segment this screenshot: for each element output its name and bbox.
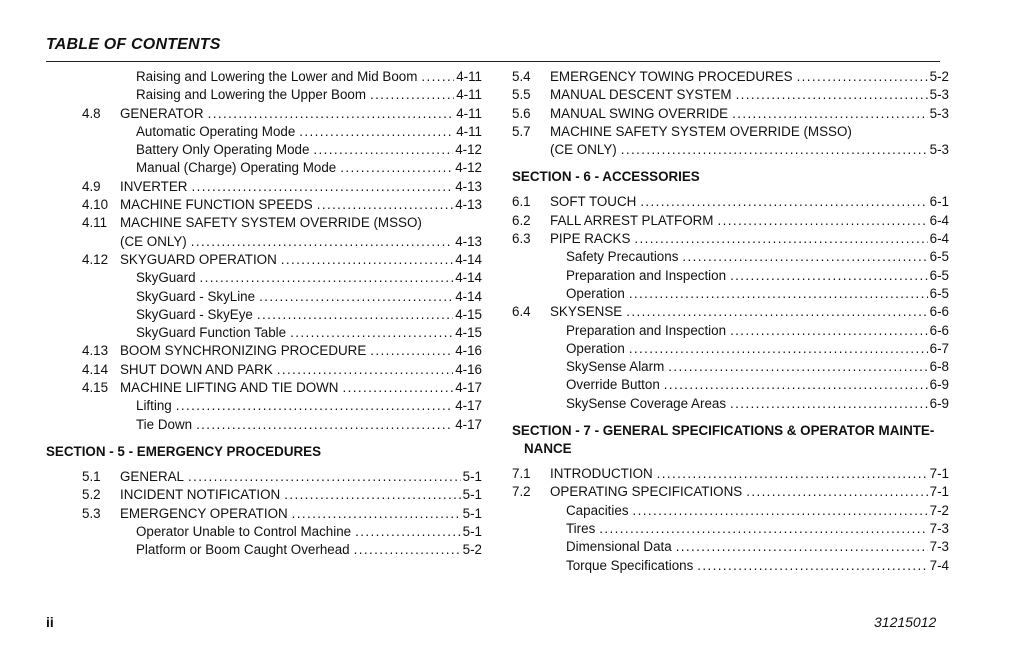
toc-entry-title: (CE ONLY) (120, 233, 187, 249)
toc-entry-title: Torque Specifications (566, 557, 694, 573)
toc-entry[interactable] (82, 468, 482, 486)
toc-entry[interactable] (82, 105, 482, 123)
toc-entry-title: MANUAL SWING OVERRIDE (550, 105, 729, 121)
toc-entry-title: Dimensional Data (566, 539, 672, 555)
toc-entry-page: 4-15 (455, 306, 482, 322)
dot-leader (626, 303, 927, 321)
toc-entry-number: 4.10 (82, 197, 109, 213)
toc-entry[interactable] (512, 230, 949, 248)
dot-leader (340, 159, 453, 177)
dot-leader (736, 86, 928, 104)
toc-entry-title: Raising and Lowering the Lower and Mid Boom (136, 69, 418, 84)
toc-entry-number: 6.3 (512, 231, 531, 247)
toc-entry-title: GENERATOR (120, 105, 204, 121)
dot-leader (634, 230, 927, 248)
toc-entry-title: Override Button (566, 377, 660, 393)
section-heading (46, 443, 482, 461)
dot-leader (196, 416, 453, 434)
dot-leader (208, 105, 455, 123)
dot-leader (730, 322, 928, 340)
toc-entry-page: 5-3 (929, 87, 949, 103)
toc-right-column (512, 68, 949, 575)
toc-entry[interactable] (512, 465, 949, 483)
toc-entry-number: 5.6 (512, 105, 531, 121)
section-heading-continuation: NANCE (524, 441, 572, 457)
toc-entry-title: FALL ARREST PLATFORM (550, 212, 714, 228)
dot-leader (599, 520, 927, 538)
dot-leader (657, 465, 928, 483)
toc-subentry[interactable] (512, 340, 949, 358)
section-heading (512, 168, 949, 186)
dot-leader (317, 196, 453, 214)
toc-entry-title: SkySense Alarm (566, 359, 665, 375)
toc-subentry[interactable] (512, 248, 949, 266)
toc-entry-title: SkyGuard Function Table (136, 325, 287, 341)
toc-subentry[interactable] (512, 538, 949, 556)
toc-entry-number: 4.9 (82, 178, 101, 194)
dot-leader (682, 248, 927, 266)
dot-leader (354, 541, 461, 559)
toc-entry-number: 5.4 (512, 69, 531, 84)
toc-entry-number: 5.2 (82, 487, 101, 503)
toc-entry-number: 6.1 (512, 194, 531, 210)
toc-entry-title: SkyGuard - SkyLine (136, 288, 256, 304)
section-heading (512, 422, 949, 458)
toc-entry-page: 5-2 (462, 542, 482, 558)
toc-entry-page: 7-1 (929, 484, 949, 500)
toc-entry[interactable] (82, 251, 482, 269)
toc-entry-page: 4-13 (455, 197, 482, 213)
toc-entry[interactable] (512, 86, 949, 104)
toc-entry-number: 5.1 (82, 468, 101, 484)
toc-entry-page: 7-3 (929, 539, 949, 555)
toc-entry-title: MACHINE LIFTING AND TIE DOWN (120, 380, 339, 396)
section-heading-line: SECTION - 5 - EMERGENCY PROCEDURES (46, 443, 322, 459)
dot-leader (299, 123, 454, 141)
toc-entry-page: 6-6 (929, 322, 949, 338)
toc-entry-page: 6-6 (929, 304, 949, 320)
toc-entry-page: 4-16 (455, 361, 482, 377)
dot-leader (342, 379, 453, 397)
toc-subentry[interactable] (512, 358, 949, 376)
toc-entry-number: 5.3 (82, 505, 101, 521)
toc-subentry[interactable] (82, 324, 482, 342)
toc-entry-title: MACHINE SAFETY SYSTEM OVERRIDE (MSSO) (550, 123, 852, 139)
toc-entry-page: 4-17 (455, 380, 482, 396)
toc-entry-page: 5-3 (929, 105, 949, 121)
toc-entry-page: 4-14 (455, 270, 482, 286)
dot-leader (191, 178, 453, 196)
toc-entry-title: Safety Precautions (566, 249, 679, 265)
toc-entry-title: INCIDENT NOTIFICATION (120, 487, 281, 503)
toc-subentry[interactable] (512, 322, 949, 340)
toc-subentry[interactable] (82, 397, 482, 415)
toc-entry-page: 6-4 (929, 231, 949, 247)
toc-entry-page: 6-7 (929, 340, 949, 356)
toc-entry[interactable] (82, 379, 482, 397)
toc-entry-number: 7.1 (512, 466, 531, 482)
toc-entry[interactable] (82, 178, 482, 196)
toc-entry-title: Manual (Charge) Operating Mode (136, 160, 337, 176)
toc-entry-title: Operator Unable to Control Machine (136, 523, 352, 539)
document-number: 31215012 (874, 614, 937, 630)
toc-entry-title: Lifting (136, 398, 172, 414)
toc-entry-page: 5-2 (929, 69, 949, 84)
toc-entry-title: Automatic Operating Mode (136, 123, 296, 139)
toc-entry-page: 6-5 (929, 267, 949, 283)
toc-subentry[interactable] (82, 68, 482, 86)
toc-entry-title: OPERATING SPECIFICATIONS (550, 484, 743, 500)
dot-leader (730, 267, 928, 285)
toc-subentry[interactable] (82, 306, 482, 324)
toc-entry-title: (CE ONLY) (550, 142, 617, 158)
toc-entry-page: 6-1 (929, 194, 949, 210)
toc-entry[interactable] (82, 342, 482, 360)
toc-entry-number: 4.8 (82, 105, 101, 121)
toc-entry-title: Raising and Lowering the Upper Boom (136, 87, 367, 103)
toc-entry-page: 4-12 (455, 142, 482, 158)
toc-entry-page: 4-11 (456, 105, 482, 121)
toc-subentry[interactable] (512, 285, 949, 303)
toc-entry-page: 4-12 (455, 160, 482, 176)
dot-leader (176, 397, 453, 415)
toc-entry-title: SOFT TOUCH (550, 194, 637, 210)
toc-entry-page: 7-2 (929, 502, 949, 518)
dot-leader (640, 193, 927, 211)
dot-leader (697, 557, 927, 575)
toc-entry-title: PIPE RACKS (550, 231, 631, 247)
dot-leader (370, 86, 454, 104)
toc-entry-number: 4.15 (82, 380, 109, 396)
toc-entry[interactable] (512, 141, 949, 159)
toc-subentry[interactable] (82, 86, 482, 104)
dot-leader (257, 306, 453, 324)
toc-entry-page: 6-4 (929, 212, 949, 228)
dot-leader (188, 468, 461, 486)
toc-entry-page: 4-14 (455, 251, 482, 267)
toc-subentry[interactable] (512, 267, 949, 285)
toc-entry-page: 5-1 (462, 523, 482, 539)
toc-entry-page: 6-9 (929, 395, 949, 411)
toc-entry-page: 4-11 (456, 123, 482, 139)
toc-subentry[interactable] (82, 416, 482, 434)
toc-entry-number: 4.13 (82, 343, 109, 359)
toc-entry[interactable] (82, 505, 482, 523)
toc-entry-page: 4-17 (455, 416, 482, 432)
toc-entry-page: 4-11 (456, 69, 482, 84)
toc-entry-number: 4.11 (82, 215, 108, 231)
toc-entry-title: Preparation and Inspection (566, 322, 727, 338)
dot-leader (284, 486, 460, 504)
toc-entry-title: SkySense Coverage Areas (566, 395, 727, 411)
toc-subentry[interactable] (82, 523, 482, 541)
toc-entry-page: 6-9 (929, 377, 949, 393)
dot-leader (668, 358, 927, 376)
toc-entry-number: 5.7 (512, 123, 531, 139)
toc-entry-title: INVERTER (120, 178, 188, 194)
toc-entry-number: 6.2 (512, 212, 531, 228)
dot-leader (629, 340, 928, 358)
toc-entry-title: MANUAL DESCENT SYSTEM (550, 87, 732, 103)
toc-entry-title: BOOM SYNCHRONIZING PROCEDURE (120, 343, 367, 359)
toc-entry-title: SKYGUARD OPERATION (120, 251, 277, 267)
dot-leader (370, 342, 453, 360)
toc-entry-page: 5-1 (462, 505, 482, 521)
dot-leader (292, 505, 461, 523)
header-rule (46, 61, 940, 62)
dot-leader (259, 288, 453, 306)
toc-entry-number: 5.5 (512, 87, 531, 103)
toc-entry-page: 6-8 (929, 359, 949, 375)
toc-subentry[interactable] (82, 141, 482, 159)
toc-entry-title: Tie Down (136, 416, 193, 432)
toc-entry-page: 5-3 (929, 142, 949, 158)
toc-entry-page: 4-14 (455, 288, 482, 304)
toc-subentry[interactable] (82, 288, 482, 306)
toc-subentry[interactable] (82, 541, 482, 559)
toc-entry[interactable] (512, 483, 949, 501)
toc-subentry[interactable] (512, 395, 949, 413)
toc-entry[interactable] (512, 303, 949, 321)
toc-entry-page: 4-17 (455, 398, 482, 414)
toc-entry-title: Operation (566, 285, 625, 301)
dot-leader (633, 502, 928, 520)
toc-entry[interactable] (82, 196, 482, 214)
dot-leader (676, 538, 928, 556)
dot-leader (621, 141, 928, 159)
toc-entry-page: 4-11 (456, 87, 482, 103)
toc-entry-title: EMERGENCY OPERATION (120, 505, 288, 521)
dot-leader (200, 269, 454, 287)
toc-entry-title: SHUT DOWN AND PARK (120, 361, 273, 377)
dot-leader (717, 212, 927, 230)
toc-entry-title: GENERAL (120, 468, 184, 484)
toc-entry-title: SKYSENSE (550, 304, 623, 320)
toc-entry-page: 4-13 (455, 233, 482, 249)
toc-entry[interactable] (82, 361, 482, 379)
toc-entry-title: MACHINE FUNCTION SPEEDS (120, 197, 313, 213)
toc-entry-page: 4-16 (455, 343, 482, 359)
section-heading-line: SECTION - 6 - ACCESSORIES (512, 169, 700, 185)
dot-leader (355, 523, 461, 541)
toc-entry[interactable] (512, 193, 949, 211)
toc-entry[interactable] (512, 68, 949, 86)
toc-subentry[interactable] (82, 159, 482, 177)
dot-leader (313, 141, 453, 159)
toc-entry[interactable] (512, 212, 949, 230)
toc-left-column (46, 68, 482, 559)
dot-leader (281, 251, 453, 269)
toc-entry-title: MACHINE SAFETY SYSTEM OVERRIDE (MSSO) (120, 215, 422, 231)
toc-entry-page: 5-1 (462, 468, 482, 484)
toc-subentry[interactable] (512, 376, 949, 394)
dot-leader (797, 68, 928, 86)
toc-entry[interactable] (512, 105, 949, 123)
dot-leader (732, 105, 928, 123)
toc-entry-page: 7-3 (929, 520, 949, 536)
toc-entry-title: Preparation and Inspection (566, 267, 727, 283)
dot-leader (277, 361, 453, 379)
toc-entry-title: SkyGuard (136, 270, 196, 286)
toc-subentry[interactable] (512, 502, 949, 520)
toc-entry-title: Platform or Boom Caught Overhead (136, 542, 350, 558)
toc-entry-title: EMERGENCY TOWING PROCEDURES (550, 69, 793, 84)
page-folio: ii (46, 614, 54, 630)
toc-entry-title: Operation (566, 340, 625, 356)
toc-entry-number: 6.4 (512, 304, 531, 320)
dot-leader (421, 68, 454, 86)
page-title: TABLE OF CONTENTS (46, 36, 221, 53)
toc-entry[interactable] (82, 486, 482, 504)
toc-subentry[interactable] (82, 123, 482, 141)
dot-leader (730, 395, 928, 413)
toc-entry-page: 7-4 (929, 557, 949, 573)
toc-subentry[interactable] (512, 557, 949, 575)
toc-entry-page: 7-1 (929, 466, 949, 482)
toc-entry-title: INTRODUCTION (550, 466, 653, 482)
toc-entry-number: 7.2 (512, 484, 531, 500)
toc-entry-page: 6-5 (929, 285, 949, 301)
toc-entry[interactable] (512, 123, 949, 141)
toc-entry-page: 5-1 (462, 487, 482, 503)
toc-entry[interactable] (82, 214, 482, 232)
section-heading-line: SECTION - 7 - GENERAL SPECIFICATIONS & OPERATOR MAINTE- (512, 423, 935, 439)
toc-entry-number: 4.14 (82, 361, 109, 377)
toc-entry-number: 4.12 (82, 251, 109, 267)
dot-leader (629, 285, 928, 303)
dot-leader (290, 324, 453, 342)
toc-entry-page: 4-15 (455, 325, 482, 341)
dot-leader (664, 376, 928, 394)
toc-entry[interactable] (82, 233, 482, 251)
toc-entry-page: 4-13 (455, 178, 482, 194)
toc-entry-page: 6-5 (929, 249, 949, 265)
toc-entry-title: Capacities (566, 502, 629, 518)
dot-leader (191, 233, 453, 251)
toc-entry-title: Battery Only Operating Mode (136, 142, 310, 158)
toc-subentry[interactable] (82, 269, 482, 287)
dot-leader (746, 483, 927, 501)
toc-entry-title: SkyGuard - SkyEye (136, 306, 253, 322)
toc-entry-title: Tires (566, 520, 596, 536)
toc-subentry[interactable] (512, 520, 949, 538)
